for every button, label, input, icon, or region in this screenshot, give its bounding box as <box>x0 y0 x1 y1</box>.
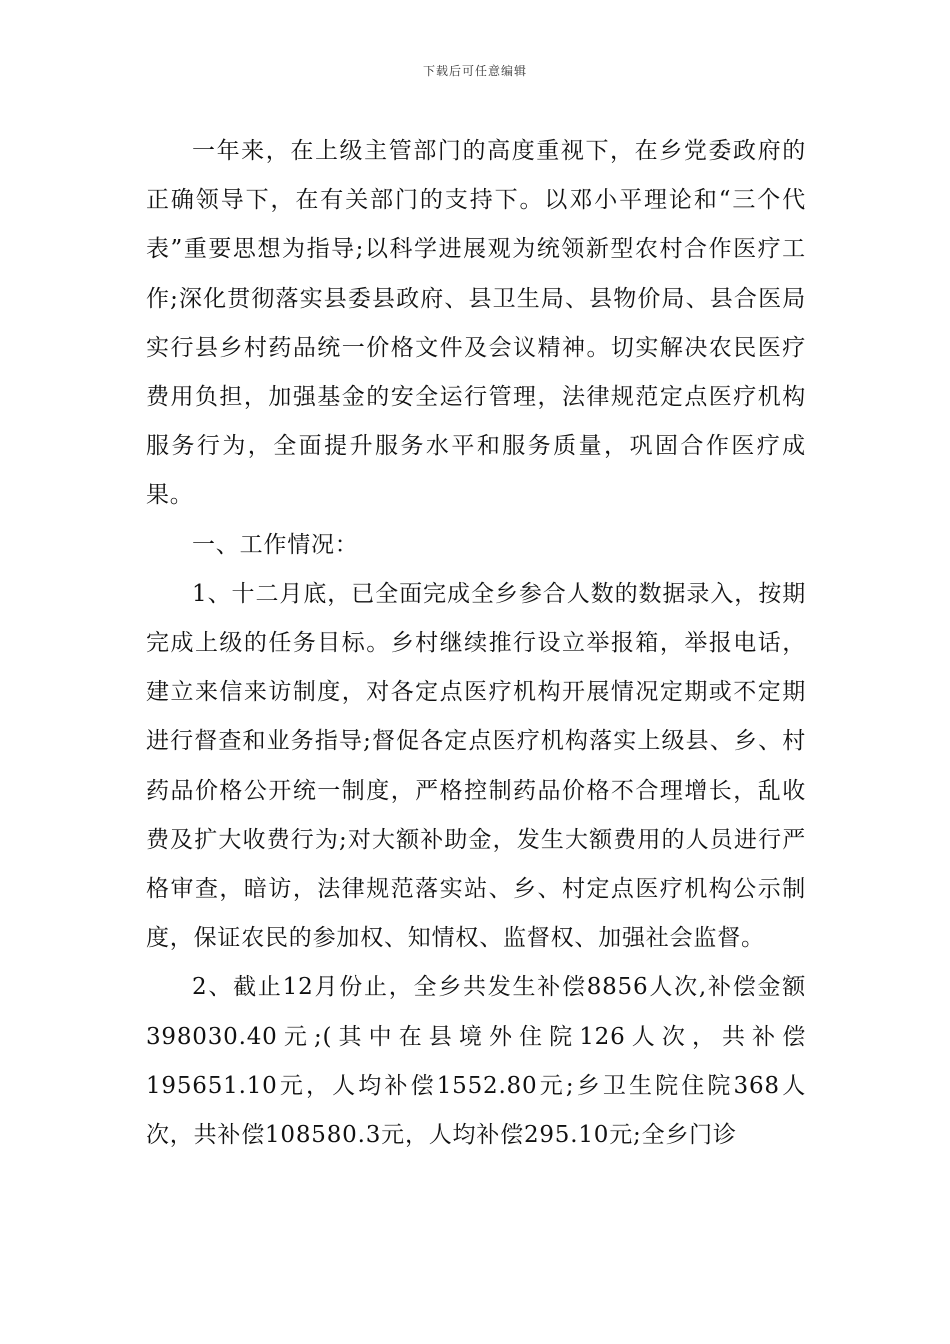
paragraph-intro: 一年来，在上级主管部门的高度重视下，在乡党委政府的正确领导下，在有关部门的支持下。以邓小平理论和“三个代表”重要思想为指导;以科学进展观为统领新型农村合作医疗工作;深化贯彻落实县委县政府、县卫生局、县物价局、县合医局实行县乡村药品统一价格文件及会议精神。切实解决农民医疗费用负担，加强基金的安全运行管理，法律规范定点医疗机构服务行为，全面提升服务水平和服务质量，巩固合作医疗成果。 <box>146 138 806 509</box>
document-body <box>146 127 806 1160</box>
page-header: 下载后可任意编辑 <box>422 64 527 78</box>
paragraph-item-1: 1、十二月底，已全面完成全乡参合人数的数据录入，按期完成上级的任务目标。乡村继续推行设立举报箱，举报电话，建立来信来访制度，对各定点医疗机构开展情况定期或不定期进行督查和业务指导;督促各定点医疗机构落实上级县、乡、村药品价格公开统一制度，严格控制药品价格不合理增长，乱收费及扩大收费行为;对大额补助金，发生大额费用的人员进行严格审查，暗访，法律规范落实站、乡、村定点医疗机构公示制度，保证农民的参加权、知情权、监督权、加强社会监督。 <box>146 580 806 952</box>
section-heading-work-status: 一、工作情况： <box>192 531 359 558</box>
paragraph-item-2: 2、截止12月份止，全乡共发生补偿8856人次,补偿金额398030.40元;(其中在县境外住院126人次，共补偿195651.10元，人均补偿1552.80元;乡卫生院住院368人次，共补偿108580.3元，人均补偿295.10元;全乡门诊 <box>146 974 806 1149</box>
